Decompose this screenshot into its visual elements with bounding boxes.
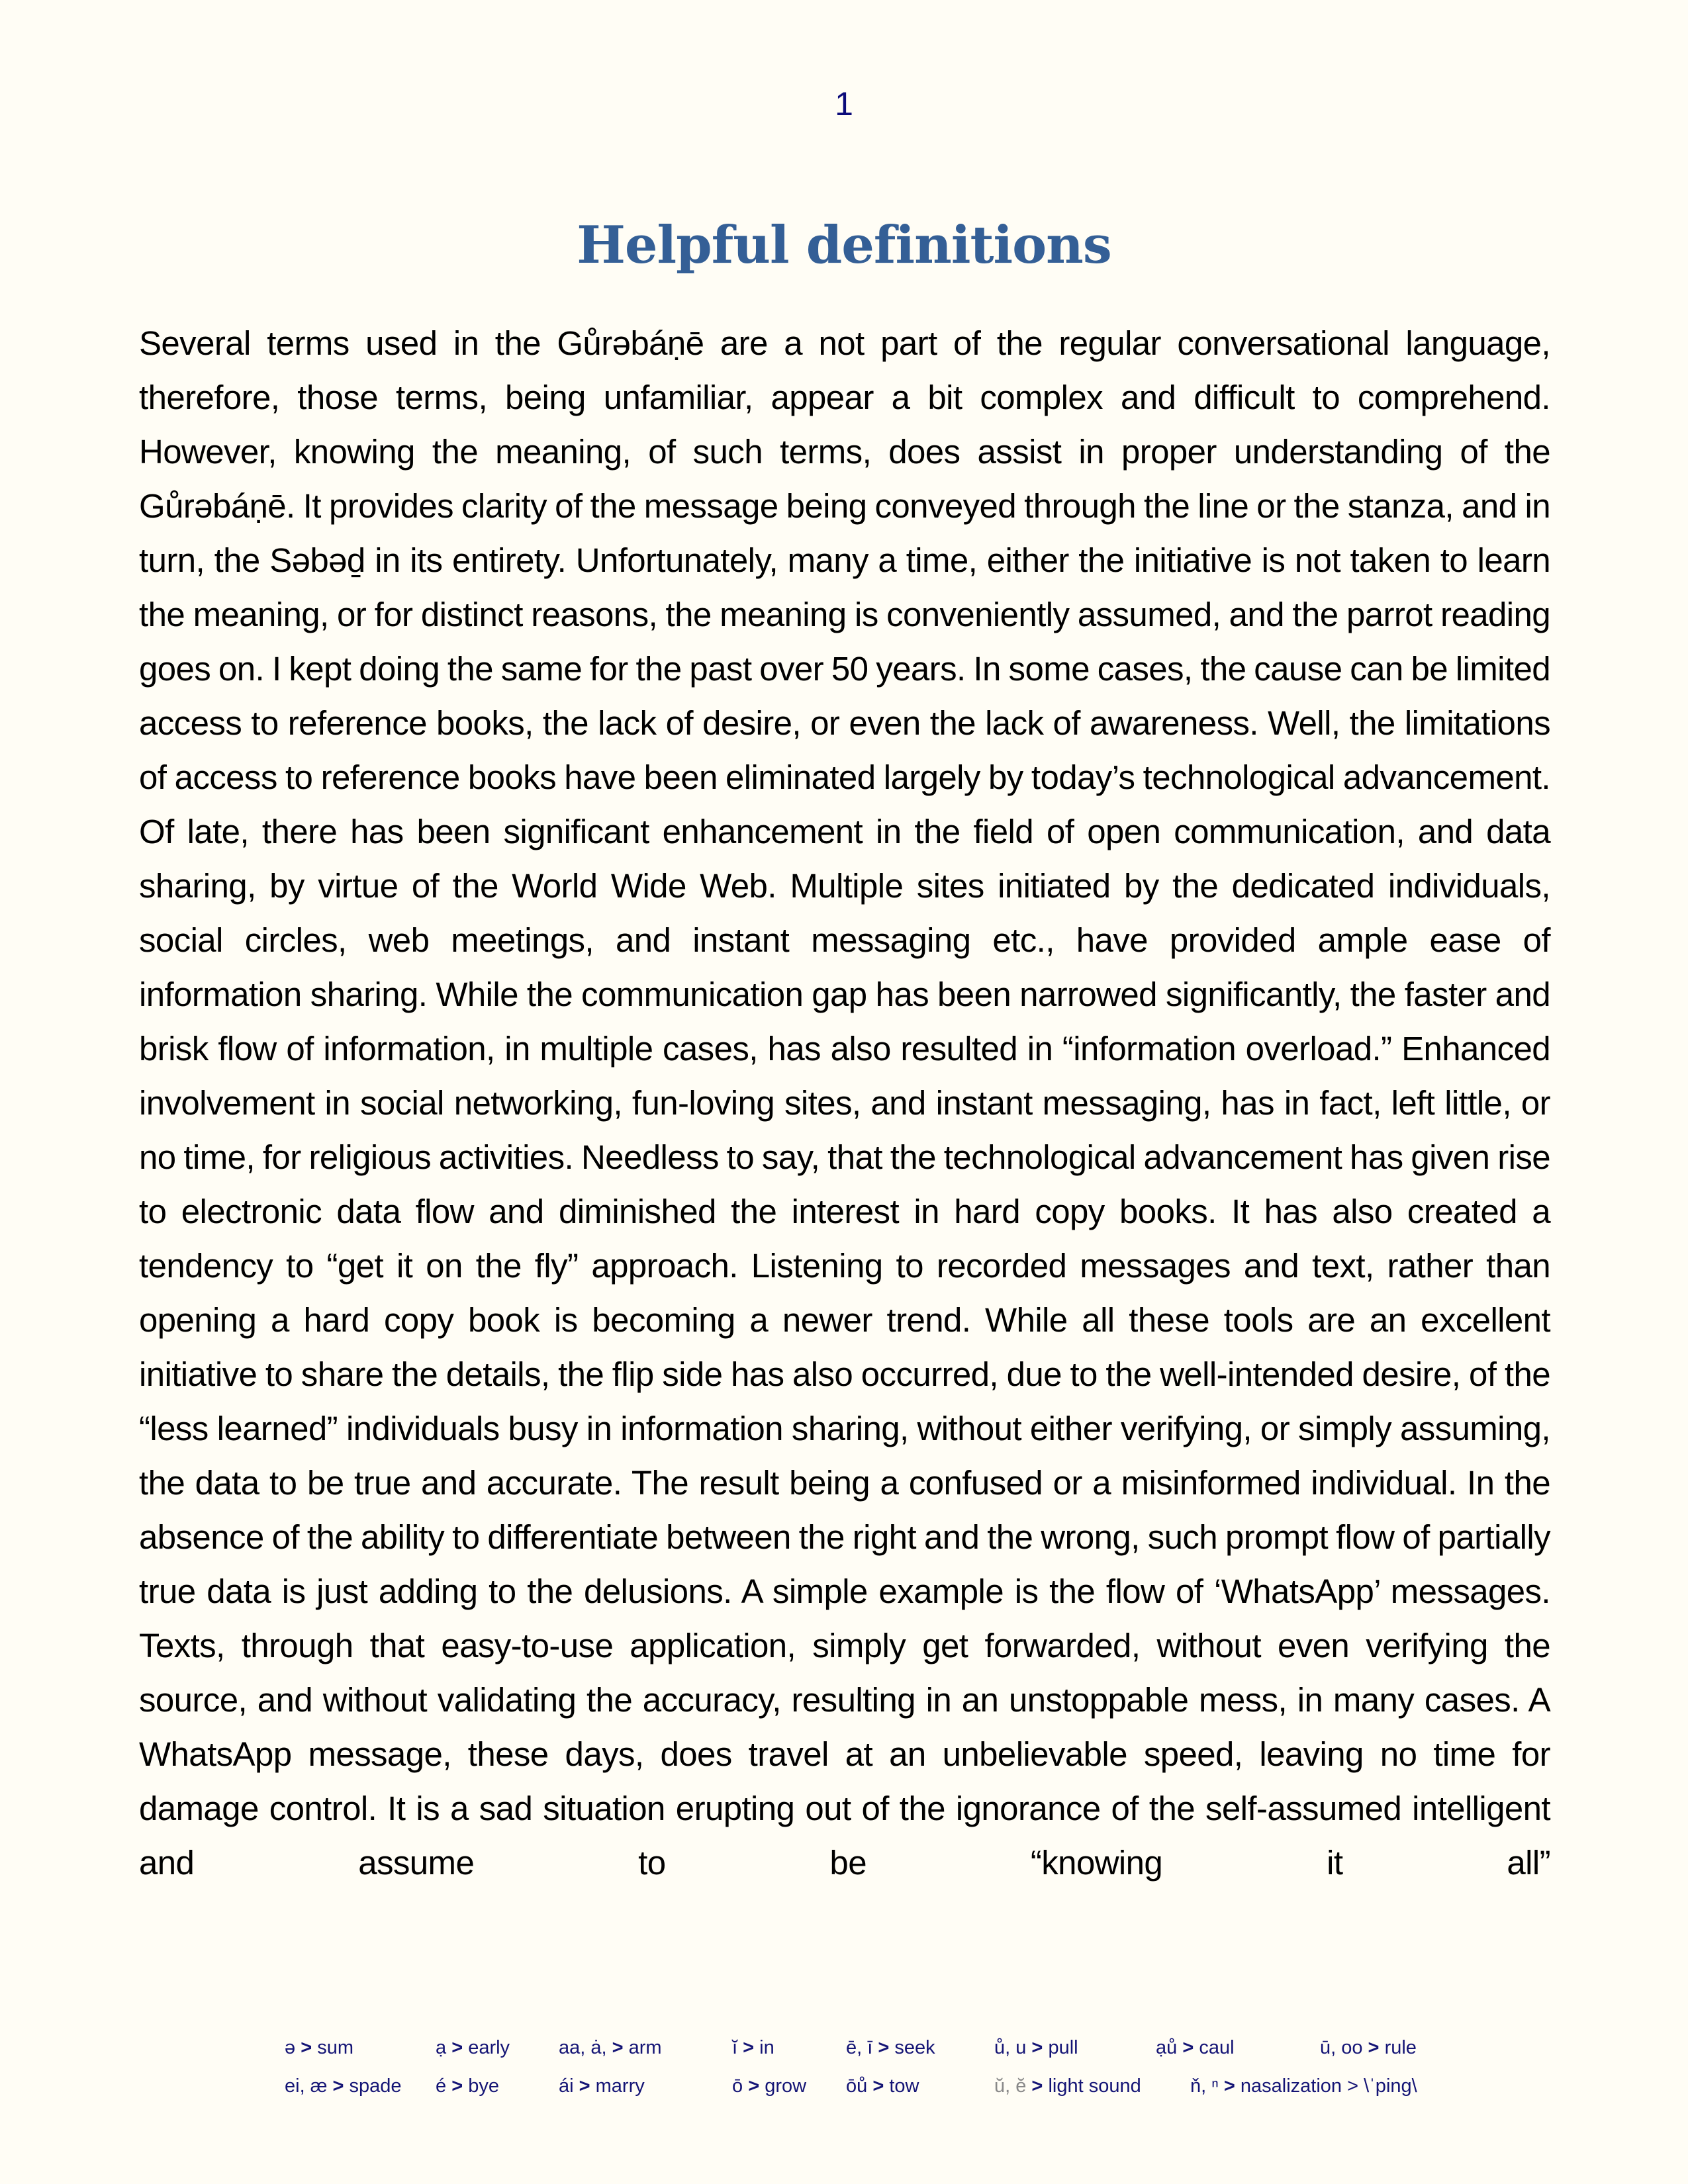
pronunciation-entry — [1320, 2037, 1417, 2059]
pronunciation-sound: light sound — [1048, 2075, 1141, 2097]
pronunciation-symbol: ŭ, ĕ — [994, 2075, 1027, 2097]
pronunciation-entry — [285, 2075, 402, 2097]
body-paragraph: Several terms used in the Gůrəbáṇē are a not part of the regular conversational language, therefore, those terms, being unfamiliar, appear a bit complex and difficult to comprehend. However, knowing the meaning, of such terms, does assist in proper understanding of the Gůrəbáṇē. It provides clarity of the message being conveyed through the line or the stanza, and in turn, the Səbəḏ in its entirety. Unfortunately, many a time, either the initiative is not taken to learn the meaning, or for distinct reasons, the meaning is conveniently assumed, and the parrot reading goes on. I kept doing the same for the past over 50 years. In some cases, the cause can be limited access to reference books, the lack of desire, or even the lack of awareness. Well, the limitations of access to reference books have been eliminated largely by today’s technological advancement. Of late, there has been significant enhancement in the field of open communication, and data sharing, by virtue of the World Wide Web. Multiple sites initiated by the dedicated individuals, social circles, web meetings, and instant messaging etc., have provided ample ease of information sharing. While the communication gap has been narrowed significantly, the faster and brisk flow of information, in multiple cases, has also resulted in “information overload.” Enhanced involvement in social networking, fun-loving sites, and instant messaging, has in fact, left little, or no time, for religious activities. Needless to say, that the technological advancement has given rise to electronic data flow and diminished the interest in hard copy books. It has also created a tendency to “get it on the fly” approach. Listening to recorded messages and text, rather than opening a hard copy book is becoming a newer trend. While all these tools are an excellent initiative to share the details, the flip side has also occurred, due to the well-intended desire, of the “less learned” individuals busy in information sharing, without either verifying, or simply assuming, the data to be true and accurate. The result being a confused or a misinformed individual. In the absence of the ability to differentiate between the right and the wrong, such prompt flow of partially true data is just adding to the delusions. A simple example is the flow of ‘WhatsApp’ messages. Texts, through that easy-to-use application, simply get forwarded, without even verifying the source, and without validating the accuracy, resulting in an unstoppable mess, in many cases. A WhatsApp message, these days, does travel at an unbelievable speed, leaving no time for damage control. It is a sad situation erupting out of the ignorance of the self-assumed intelligent and assume to be “knowing it all” — [139, 324, 1550, 1882]
pronunciation-entry — [1156, 2037, 1235, 2059]
arrow-icon: > — [327, 2075, 350, 2097]
arrow-icon: > — [1177, 2037, 1199, 2058]
pronunciation-symbol: ái — [559, 2075, 574, 2097]
pronunciation-symbol: ē, ī — [846, 2037, 873, 2058]
arrow-icon: > — [1026, 2037, 1049, 2058]
arrow-icon: > — [1218, 2075, 1241, 2097]
pronunciation-sound: pull — [1048, 2037, 1078, 2058]
arrow-icon: > — [446, 2075, 469, 2097]
pronunciation-symbol: ĭ — [732, 2037, 738, 2058]
pronunciation-entry — [436, 2037, 510, 2059]
pronunciation-symbol: ə — [285, 2037, 296, 2058]
arrow-icon: > — [1362, 2037, 1385, 2058]
pronunciation-entry — [285, 2037, 353, 2059]
pronunciation-symbol: ň, ⁿ — [1190, 2075, 1219, 2097]
pronunciation-entry — [994, 2075, 1141, 2097]
pronunciation-sound: arm — [628, 2037, 662, 2058]
pronunciation-entry — [732, 2037, 774, 2059]
pronunciation-sound: spade — [349, 2075, 402, 2097]
pronunciation-symbol: ů, u — [994, 2037, 1027, 2058]
pronunciation-symbol: ōů — [846, 2075, 868, 2097]
pronunciation-sound: grow — [765, 2075, 807, 2097]
arrow-icon: > — [737, 2037, 760, 2058]
pronunciation-sound: early — [468, 2037, 510, 2058]
pronunciation-sound: marry — [595, 2075, 645, 2097]
pronunciation-sound: caul — [1199, 2037, 1235, 2058]
arrow-icon: > — [606, 2037, 629, 2058]
arrow-icon: > — [872, 2037, 895, 2058]
pronunciation-entry — [1190, 2075, 1417, 2097]
pronunciation-symbol: aa, ȧ, — [559, 2037, 607, 2058]
pronunciation-entry — [732, 2075, 806, 2097]
pronunciation-symbol: ū, oo — [1320, 2037, 1363, 2058]
pronunciation-sound: tow — [889, 2075, 919, 2097]
pronunciation-entry — [559, 2075, 645, 2097]
pronunciation-entry — [436, 2075, 499, 2097]
pronunciation-entry — [846, 2037, 935, 2059]
arrow-icon: > — [573, 2075, 596, 2097]
pronunciation-sound: nasalization > \ˈping\ — [1240, 2075, 1417, 2097]
pronunciation-sound: bye — [468, 2075, 499, 2097]
arrow-icon: > — [743, 2075, 765, 2097]
pronunciation-entry — [994, 2037, 1078, 2059]
arrow-icon: > — [295, 2037, 318, 2058]
pronunciation-symbol: ei, æ — [285, 2075, 328, 2097]
arrow-icon: > — [446, 2037, 469, 2058]
pronunciation-sound: rule — [1384, 2037, 1417, 2058]
pronunciation-entry — [559, 2037, 662, 2059]
pronunciation-symbol: ạ — [436, 2037, 447, 2058]
pronunciation-entry — [846, 2075, 919, 2097]
pronunciation-symbol: ō — [732, 2075, 743, 2097]
arrow-icon: > — [867, 2075, 890, 2097]
page-number: 1 — [835, 85, 853, 122]
pronunciation-sound: sum — [317, 2037, 353, 2058]
page-title: Helpful definitions — [577, 215, 1111, 275]
pronunciation-symbol: ạů — [1156, 2037, 1178, 2058]
arrow-icon: > — [1026, 2075, 1049, 2097]
pronunciation-sound: in — [759, 2037, 774, 2058]
pronunciation-symbol: é — [436, 2075, 447, 2097]
pronunciation-sound: seek — [894, 2037, 935, 2058]
